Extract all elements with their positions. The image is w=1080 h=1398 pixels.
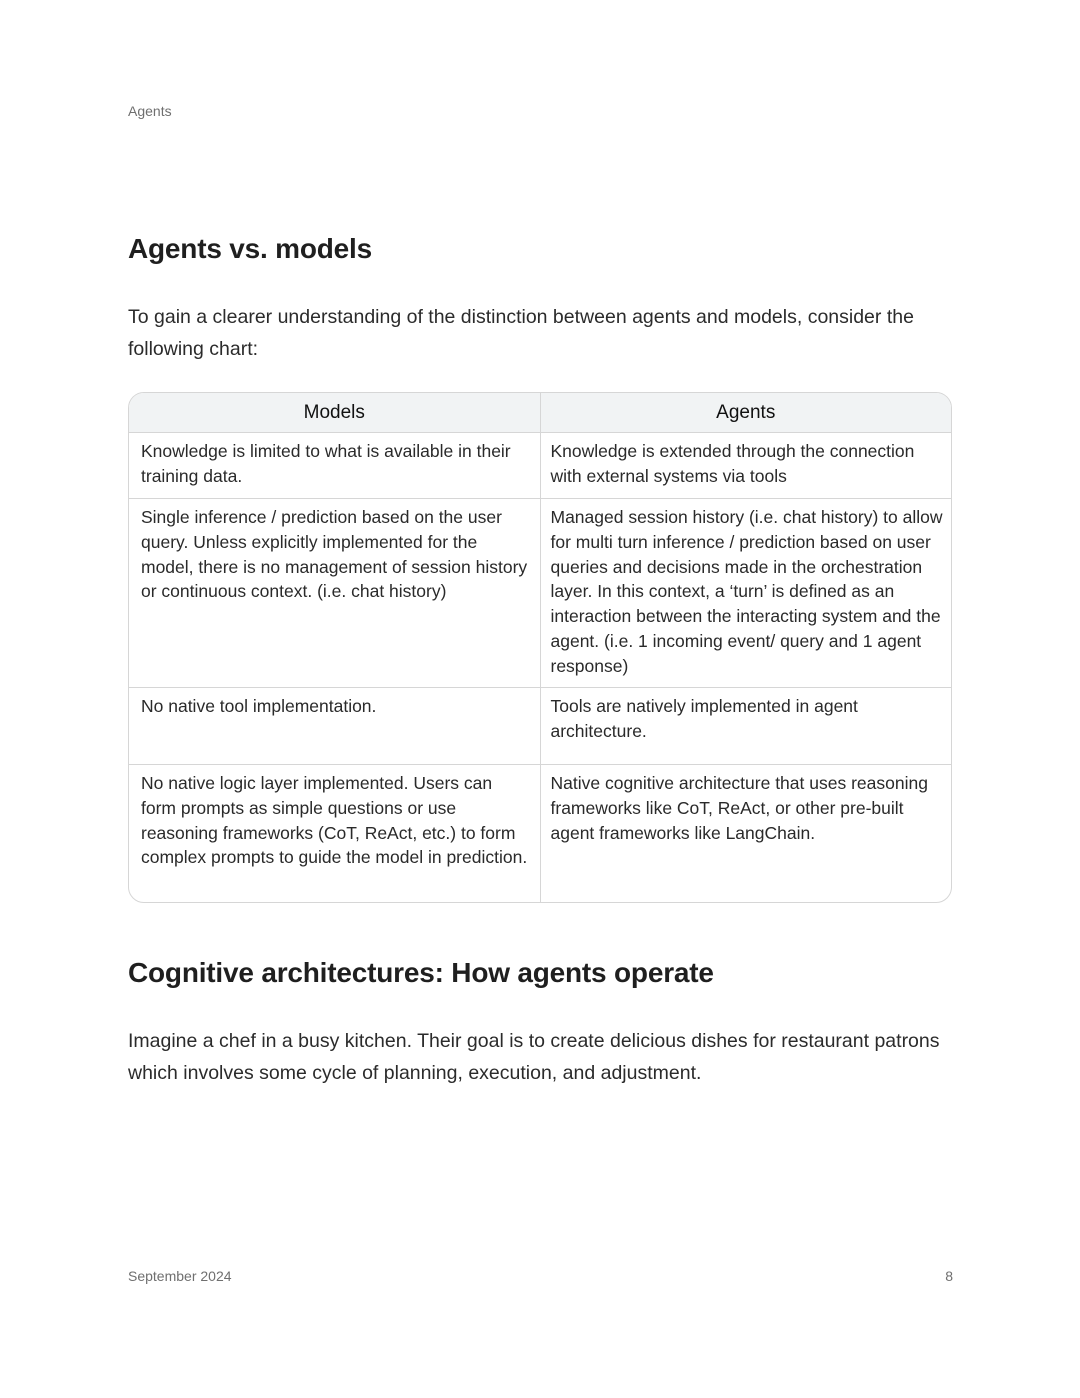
agents-cell-knowledge: Knowledge is extended through the connection with external systems via tools <box>540 433 951 499</box>
table-row <box>129 765 951 903</box>
intro-paragraph: To gain a clearer understanding of the distinction between agents and models, consider the following chart: <box>128 306 914 360</box>
agents-cell-inference: Managed session history (i.e. chat history) to allow for multi turn inference / prediction based on user queries and decisions made in the orchestration layer. In this context, a ‘turn’ is defined as an interaction between the interacting system and the agent. (i.e. 1 incoming event/ query and 1 agent response) <box>540 499 951 688</box>
column-header-models: Models <box>129 393 540 433</box>
footer-date: September 2024 <box>128 1268 232 1284</box>
models-cell-knowledge: Knowledge is limited to what is available in their training data. <box>129 433 540 499</box>
page-number: 8 <box>945 1268 953 1284</box>
models-cell-logic: No native logic layer implemented. Users can form prompts as simple questions or use reasoning frameworks (CoT, ReAct, etc.) to form complex prompts to guide the model in prediction. <box>129 765 540 903</box>
agents-cell-tools: Tools are natively implemented in agent architecture. <box>540 688 951 765</box>
comparison-table <box>128 392 952 903</box>
models-cell-tools: No native tool implementation. <box>129 688 540 765</box>
section-title-cognitive-architectures: Cognitive architectures: How agents operate <box>128 957 714 988</box>
table-row <box>129 499 951 688</box>
running-header: Agents <box>128 103 172 119</box>
table-header-row <box>129 393 951 433</box>
section-title-agents-vs-models: Agents vs. models <box>128 233 373 264</box>
column-header-agents: Agents <box>540 393 951 433</box>
table-row <box>129 688 951 765</box>
models-cell-inference: Single inference / prediction based on the user query. Unless explicitly implemented for the model, there is no management of session history or continuous context. (i.e. chat history) <box>129 499 540 688</box>
chef-paragraph: Imagine a chef in a busy kitchen. Their goal is to create delicious dishes for restaurant patrons which involves some cycle of planning, execution, and adjustment. <box>128 1030 940 1084</box>
agents-cell-logic: Native cognitive architecture that uses reasoning frameworks like CoT, ReAct, or other pre-built agent frameworks like LangChain. <box>550 773 928 843</box>
table-row <box>129 433 951 499</box>
